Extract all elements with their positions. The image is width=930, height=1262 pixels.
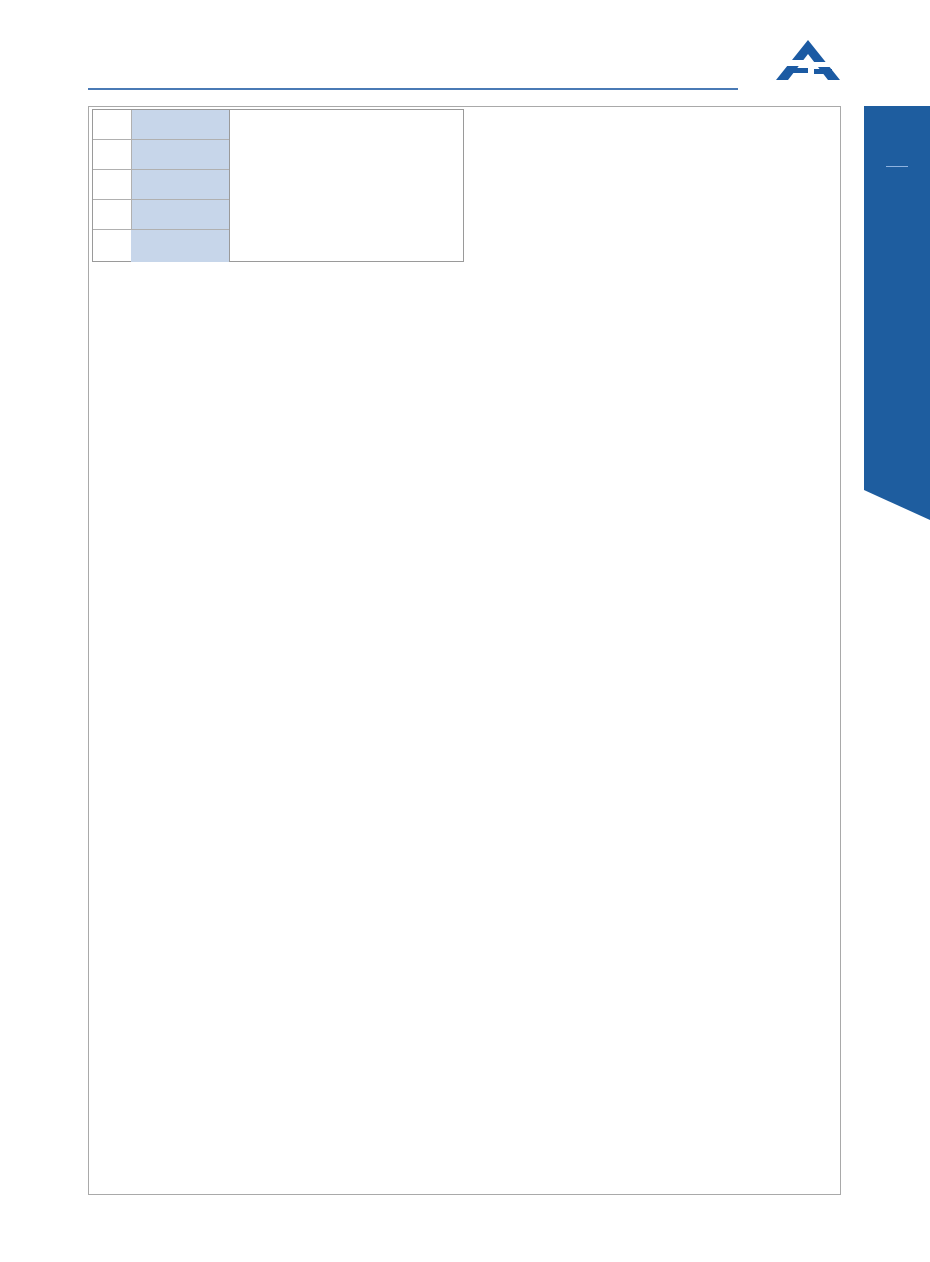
title-rule	[88, 88, 738, 90]
chapter-tab	[864, 106, 930, 520]
spec-row-wall-thickness	[93, 170, 229, 200]
model-label	[93, 110, 131, 139]
profile-svg	[230, 110, 463, 261]
name-value	[131, 140, 229, 169]
spec-row-weight	[93, 200, 229, 230]
blank-value	[131, 230, 229, 262]
weight-label	[93, 200, 131, 229]
footer	[552, 1208, 554, 1222]
spec-row-name	[93, 140, 229, 170]
slogan	[878, 528, 916, 788]
wall-thickness-value	[131, 170, 229, 199]
chapter-title	[864, 172, 930, 492]
model-value	[131, 110, 229, 139]
spec-row-blank	[93, 230, 229, 262]
spec-card	[92, 109, 464, 262]
name-label	[93, 140, 131, 169]
wall-thickness-label	[93, 170, 131, 199]
logo-icon	[772, 38, 844, 82]
company-logo	[772, 38, 844, 94]
weight-value	[131, 200, 229, 229]
profile-drawing	[230, 110, 463, 261]
chapter-rule	[886, 166, 908, 167]
spec-table-frame	[88, 106, 841, 1195]
spec-row-model	[93, 110, 229, 140]
